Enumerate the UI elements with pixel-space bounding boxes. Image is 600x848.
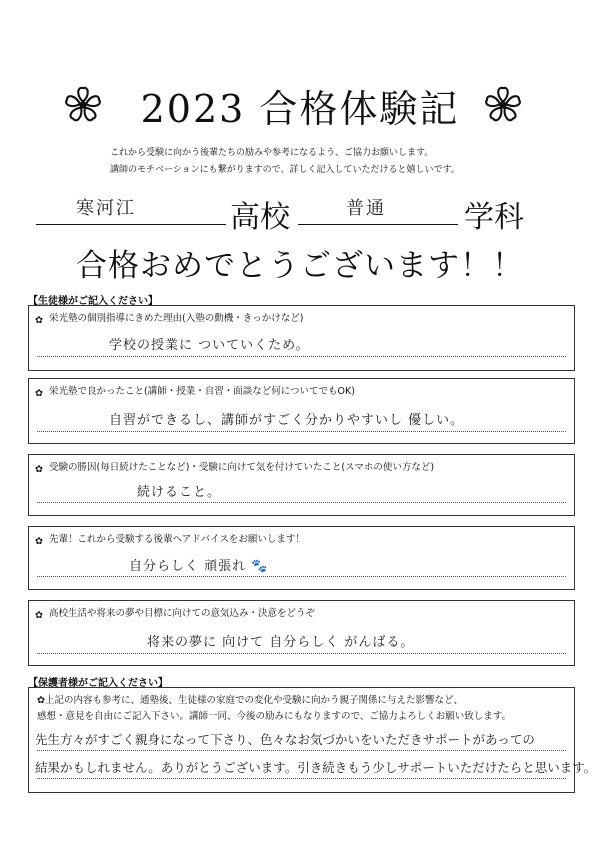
course-label: 学科 — [464, 200, 524, 235]
parent-section-header: 【保護者様がご記入ください】 — [28, 678, 168, 689]
congrats-heading: 合格おめでとうございます！！ — [76, 248, 524, 284]
flower-bullet-icon: ✿ — [37, 695, 45, 706]
school-row — [36, 192, 576, 235]
parent-box — [28, 687, 597, 793]
question-label: 先輩！これから受験する後輩へアドバイスをお願いします！ — [49, 534, 305, 545]
question-label: 受験の勝因(毎日続けたことなど)・受験に向けて気を付けていたこと(スマホの使い方など) — [49, 462, 435, 473]
question-label: 栄光塾の個別指導にきめた理由(入塾の動機・きっかけなど) — [49, 313, 304, 324]
question-box-4 — [28, 526, 575, 590]
question-label: 栄光塾で良かったこと(講師・授業・自習・面談など何についてでもOK) — [49, 386, 355, 397]
parent-prompt-2: 感想・意見を自由にご記入下さい。講師一同、今後の励みにもなりますので、ご協力よろしくお願い致します。 — [37, 711, 512, 722]
school-name: 寒河江 — [76, 198, 136, 219]
question-label: 高校生活や将来の夢や目標に向けての意気込み・決意をどうぞ — [49, 608, 316, 619]
intro-line-1: これから受験に向かう後輩たちの励みや参考になるよう、ご協力お願いします。 — [110, 148, 434, 158]
flower-bullet-icon: ✿ — [35, 388, 43, 399]
answer-text: 自習ができるし、講師がすごく分かりやすいし 優しい。 — [109, 413, 465, 428]
answer-text: 続けること。 — [137, 485, 222, 500]
page-title: 2023 合格体験記 — [140, 87, 460, 131]
flower-bullet-icon: ✿ — [35, 536, 43, 547]
student-section-header: 【生徒様がご記入ください】 — [28, 296, 158, 307]
school-label: 高校 — [230, 200, 290, 235]
intro-line-2: 講師のモチベーションにも繋がりますので、詳しく記入していただけると嬉しいです。 — [110, 165, 460, 175]
answer-text: 学校の授業に ついていくため。 — [109, 338, 310, 353]
flower-bullet-icon: ✿ — [35, 315, 43, 326]
course-name: 普通 — [346, 198, 386, 219]
answer-text: 自分らしく 頑張れ 🐾 — [129, 559, 269, 574]
question-box-5 — [28, 600, 575, 666]
parent-answer-line-1: 先生方々がすごく親身になって下さり、色々なお気づかいをいただきサポートがあっての — [35, 732, 535, 747]
question-box-3 — [28, 454, 575, 516]
question-box-2 — [28, 378, 575, 444]
parent-prompt-1: 上記の内容も参考に、通塾後、生徒様の家庭での変化や受験に向かう親子関係に与えた影響など、 — [44, 695, 463, 706]
flower-bullet-icon: ✿ — [35, 464, 43, 475]
question-box-1 — [28, 305, 575, 371]
parent-answer-line-2: 結果かもしれません。ありがとうございます。引き続きもう少しサポートいただけたらと思います。 — [35, 760, 597, 775]
answer-text: 将来の夢に 向けて 自分らしく がんばる。 — [147, 635, 415, 650]
flower-bullet-icon: ✿ — [35, 610, 43, 621]
